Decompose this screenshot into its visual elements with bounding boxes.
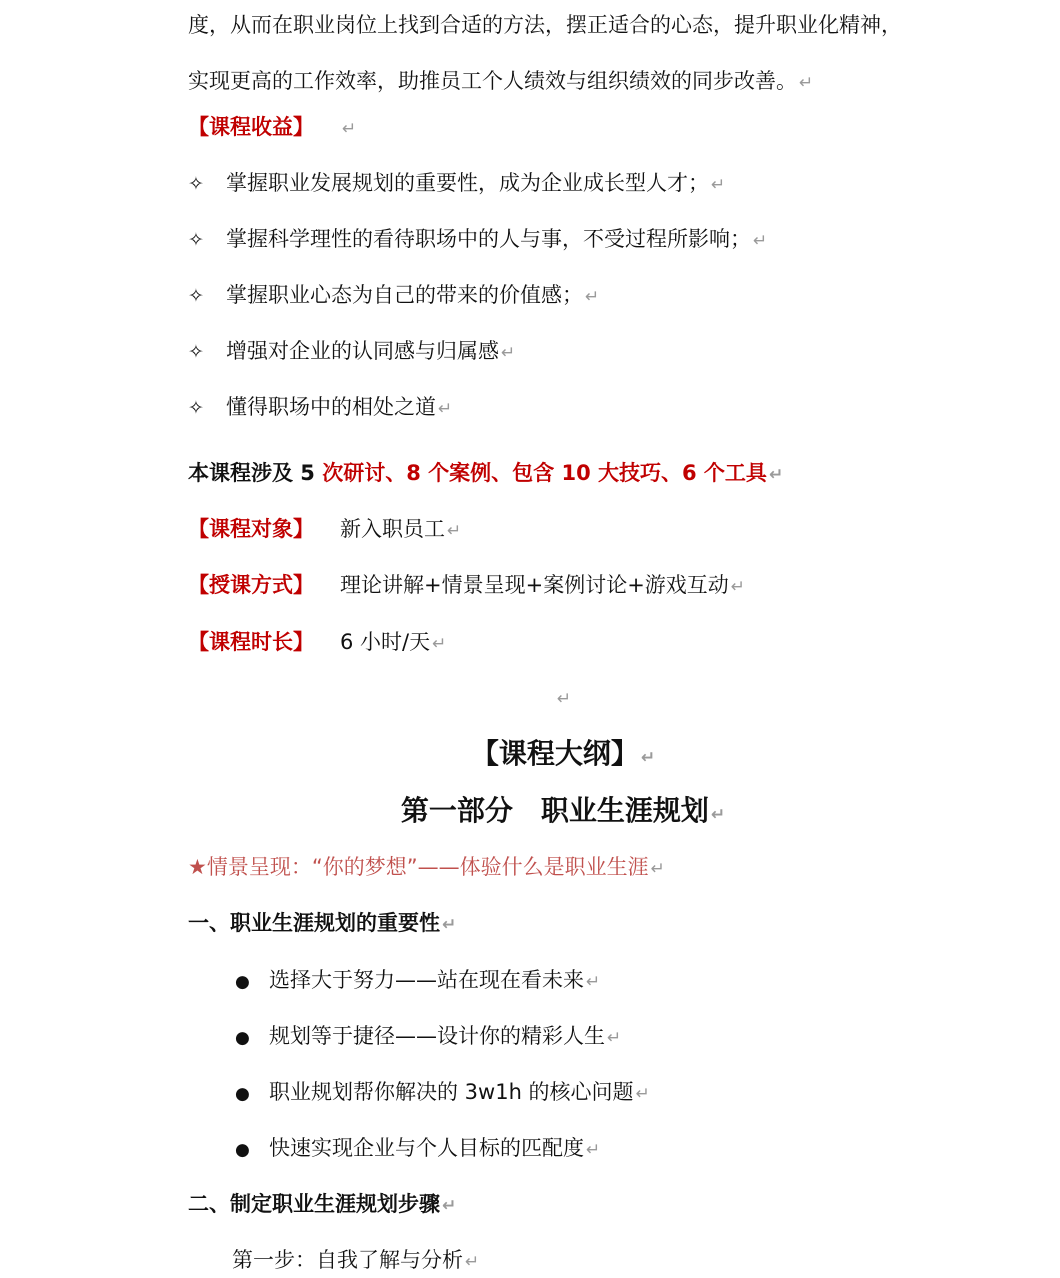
list-item: ● 职业规划帮你解决的 3w1h 的核心问题 ↵: [235, 1077, 650, 1109]
star-bullet-icon: ✧: [188, 397, 204, 419]
course-summary: 本课程涉及 5 次研讨、8 个案例、包含 10 大技巧、6 个工具 ↵: [188, 461, 784, 485]
benefit-item: ✧ 懂得职场中的相处之道 ↵: [188, 392, 452, 424]
paragraph-mark: ↵: [342, 119, 357, 139]
dot-bullet-icon: ●: [235, 1140, 250, 1160]
star-bullet-icon: ✧: [188, 229, 204, 251]
star-bullet-icon: ✧: [188, 173, 204, 195]
section-heading: 二、制定职业生涯规划步骤 ↵: [188, 1192, 457, 1216]
dot-bullet-icon: ●: [235, 1028, 250, 1048]
dot-bullet-icon: ●: [235, 972, 250, 992]
paragraph-mark: ↵: [438, 399, 453, 419]
paragraph-mark: ↵: [711, 175, 726, 195]
detail-method: 【授课方式】 理论讲解+情景呈现+案例讨论+游戏互动 ↵: [188, 573, 746, 597]
part-title: 第一部分 职业生涯规划 ↵: [400, 794, 726, 827]
paragraph-mark: ↵: [640, 748, 656, 768]
empty-paragraph: [0, 682, 1060, 714]
paragraph-mark: ↵: [635, 1084, 650, 1104]
section-heading: 一、职业生涯规划的重要性 ↵: [188, 911, 457, 935]
step-line: 第一步：自我了解与分析 ↵: [232, 1248, 480, 1272]
list-item: ● 快速实现企业与个人目标的匹配度 ↵: [235, 1133, 600, 1165]
paragraph-mark: ↵: [799, 73, 814, 93]
paragraph-mark: ↵: [501, 343, 516, 363]
outline-title: 【课程大纲】 ↵: [470, 737, 656, 770]
benefit-item: ✧ 增强对企业的认同感与归属感 ↵: [188, 336, 515, 368]
detail-duration: 【课程时长】 6 小时/天 ↵: [188, 630, 447, 654]
benefit-item: ✧ 掌握职业心态为自己的带来的价值感； ↵: [188, 280, 599, 312]
paragraph-mark: ↵: [710, 805, 726, 825]
paragraph-mark: ↵: [465, 1252, 480, 1272]
paragraph-mark: ↵: [585, 287, 600, 307]
star-bullet-icon: ✧: [188, 341, 204, 363]
intro-line-1: 度，从而在职业岗位上找到合适的方法，摆正适合的心态，提升职业化精神，: [188, 13, 902, 37]
intro-line-2: 实现更高的工作效率，助推员工个人绩效与组织绩效的同步改善。 ↵: [188, 69, 814, 93]
paragraph-mark: ↵: [607, 1028, 622, 1048]
paragraph-mark: ↵: [442, 1196, 457, 1216]
paragraph-mark: ↵: [586, 972, 601, 992]
benefits-heading: 【课程收益】 ↵: [188, 115, 357, 139]
paragraph-mark: ↵: [768, 465, 784, 485]
scenario-line: ★情景呈现：“你的梦想”——体验什么是职业生涯 ↵: [188, 855, 665, 879]
list-item: ● 规划等于捷径——设计你的精彩人生 ↵: [235, 1021, 621, 1053]
benefit-item: ✧ 掌握职业发展规划的重要性，成为企业成长型人才； ↵: [188, 168, 725, 200]
paragraph-mark: ↵: [586, 1140, 601, 1160]
dot-bullet-icon: ●: [235, 1084, 250, 1104]
list-item: ● 选择大于努力——站在现在看未来 ↵: [235, 965, 600, 997]
paragraph-mark: ↵: [730, 577, 746, 597]
star-bullet-icon: ✧: [188, 285, 204, 307]
detail-audience: 【课程对象】 新入职员工 ↵: [188, 517, 462, 541]
paragraph-mark: ↵: [556, 689, 572, 709]
paragraph-mark: ↵: [447, 521, 462, 541]
paragraph-mark: ↵: [650, 859, 665, 879]
paragraph-mark: ↵: [442, 915, 457, 935]
paragraph-mark: ↵: [432, 634, 447, 654]
paragraph-mark: ↵: [753, 231, 768, 251]
benefit-item: ✧ 掌握科学理性的看待职场中的人与事，不受过程所影响； ↵: [188, 224, 767, 256]
